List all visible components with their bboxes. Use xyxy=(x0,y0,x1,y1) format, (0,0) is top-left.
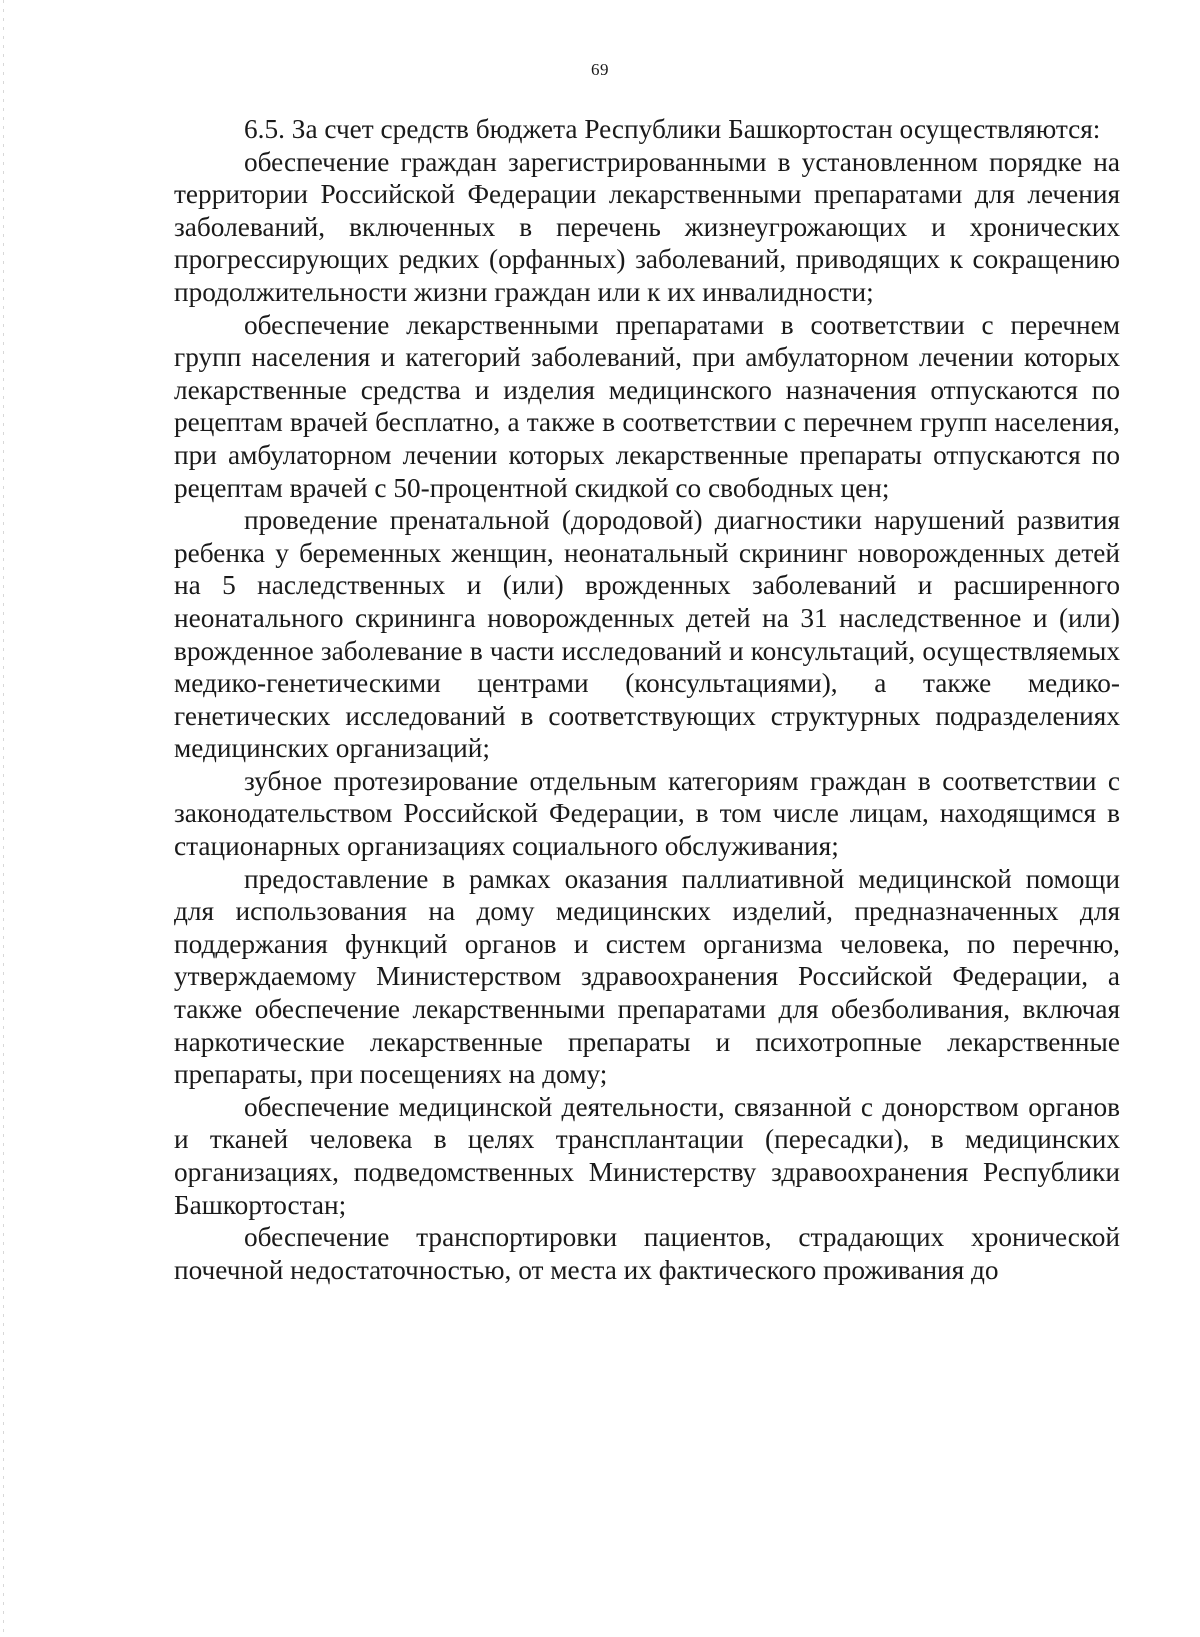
paragraph-palliative-care: предоставление в рамках оказания паллиативной медицинской помощи для использования на дому медицинских изделий, предназначенных для поддержания функций органов и систем организма человека, по перечню, утверждаемому Министерством здравоохранения Российской Федерации, а также обеспечение лекарственными препаратами для обезболивания, включая наркотические лекарственные препараты и психотропные лекарственные препараты, при посещениях на дому; xyxy=(174,863,1120,1090)
body-text xyxy=(174,113,1120,1286)
paragraph-prenatal-diagnostics: проведение пренатальной (дородовой) диагностики нарушений развития ребенка у беременных женщин, неонатальный скрининг новорожденных детей на 5 наследственных и (или) врожденных заболеваний и расширенного неонатального скрининга новорожденных детей на 31 наследственное и (или) врожденное заболевание в части исследований и консультаций, осуществляемых медико-генетическими центрами (консультациями), а также медико-генетических исследований в соответствующих структурных подразделениях медицинских организаций; xyxy=(174,505,1120,764)
paragraph-patient-transport: обеспечение транспортировки пациентов, страдающих хронической почечной недостаточностью, от места их фактического проживания до xyxy=(174,1222,1120,1285)
paragraph-6-5-heading: 6.5. За счет средств бюджета Республики Башкортостан осуществляются: xyxy=(244,114,1101,144)
paragraph-orphan-diseases: обеспечение граждан зарегистрированными в установленном порядке на территории Российской Федерации лекарственными препаратами для лечения заболеваний, включенных в перечень жизнеугрожающих и хронических прогрессирующих редких (орфанных) заболеваний, приводящих к сокращению продолжительности жизни граждан или к их инвалидности; xyxy=(174,146,1120,307)
page-number: 69 xyxy=(591,60,609,79)
scan-edge-line xyxy=(3,0,4,1637)
paragraph-drug-provision: обеспечение лекарственными препаратами в соответствии с перечнем групп населения и категорий заболеваний, при амбулаторном лечении которых лекарственные средства и изделия медицинского назначения отпускаются по рецептам врачей бесплатно, а также в соответствии с перечнем групп населения, при амбулаторном лечении которых лекарственные препараты отпускаются по рецептам врачей с 50-процентной скидкой со свободных цен; xyxy=(174,309,1120,503)
paragraph-dental-prosthetics: зубное протезирование отдельным категориям граждан в соответствии с законодательством Российской Федерации, в том числе лицам, находящимся в стационарных организациях социального обслуживания; xyxy=(174,765,1120,862)
paragraph-organ-donation: обеспечение медицинской деятельности, связанной с донорством органов и тканей человека в целях трансплантации (пересадки), в медицинских организациях, подведомственных Министерству здравоохранения Республики Башкортостан; xyxy=(174,1091,1120,1220)
